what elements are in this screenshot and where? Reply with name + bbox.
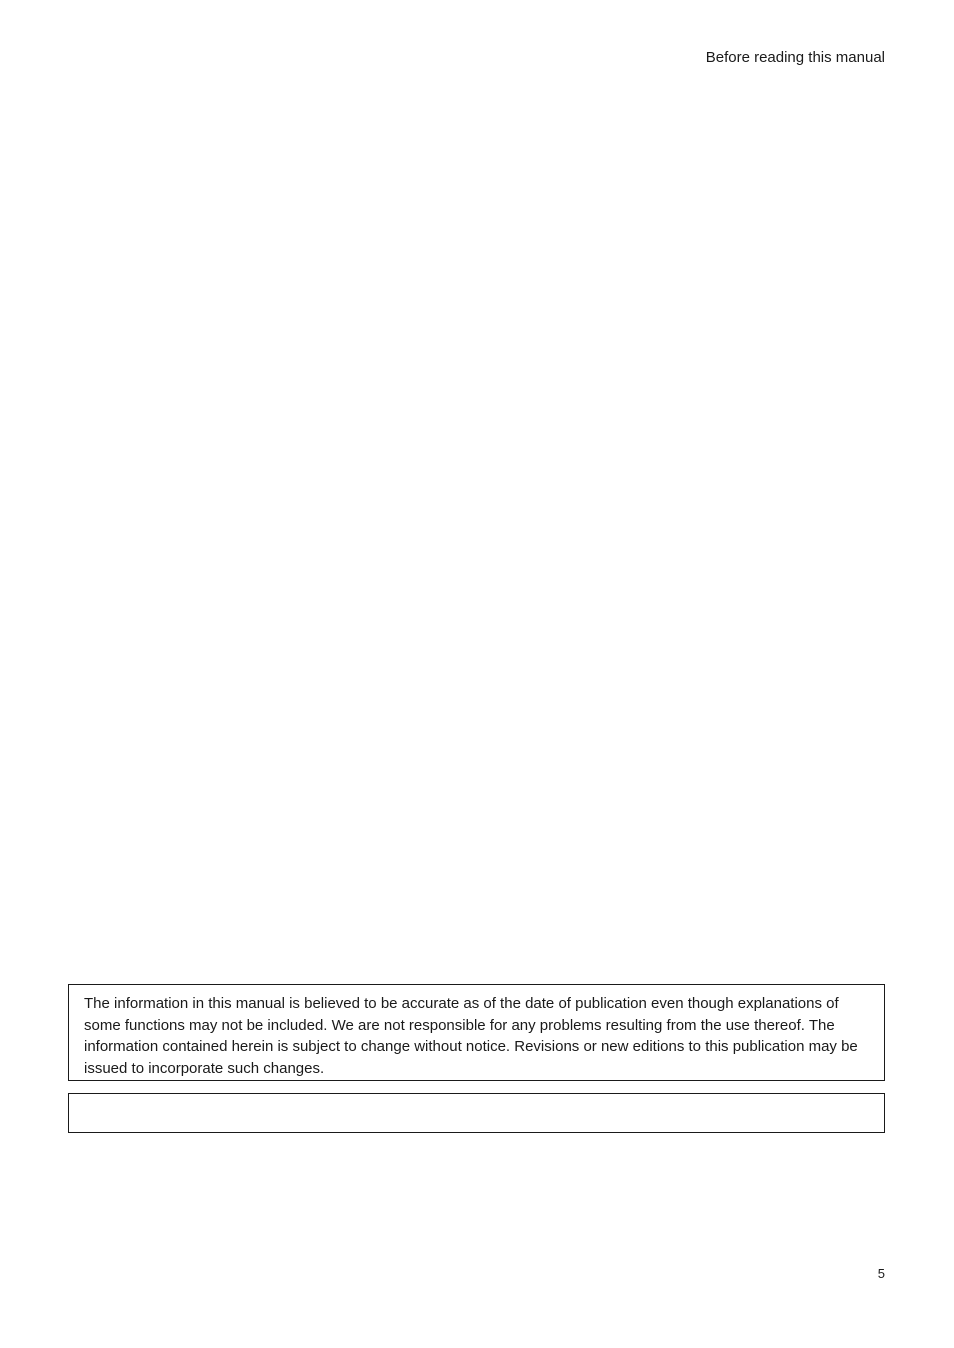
disclaimer-text: The information in this manual is believed to be accurate as of the date of publication even though explanations of some functions may not be included. We are not responsible for any problems resulting from the use thereof. The information contained herein is subject to change without notice. Revisions or new editions to this publication may be issued to incorporate such changes. [84, 995, 858, 1077]
running-header: Before reading this manual [705, 49, 885, 66]
empty-frame [68, 1093, 885, 1133]
disclaimer-box [68, 984, 885, 1081]
page-number: 5 [877, 1266, 885, 1281]
